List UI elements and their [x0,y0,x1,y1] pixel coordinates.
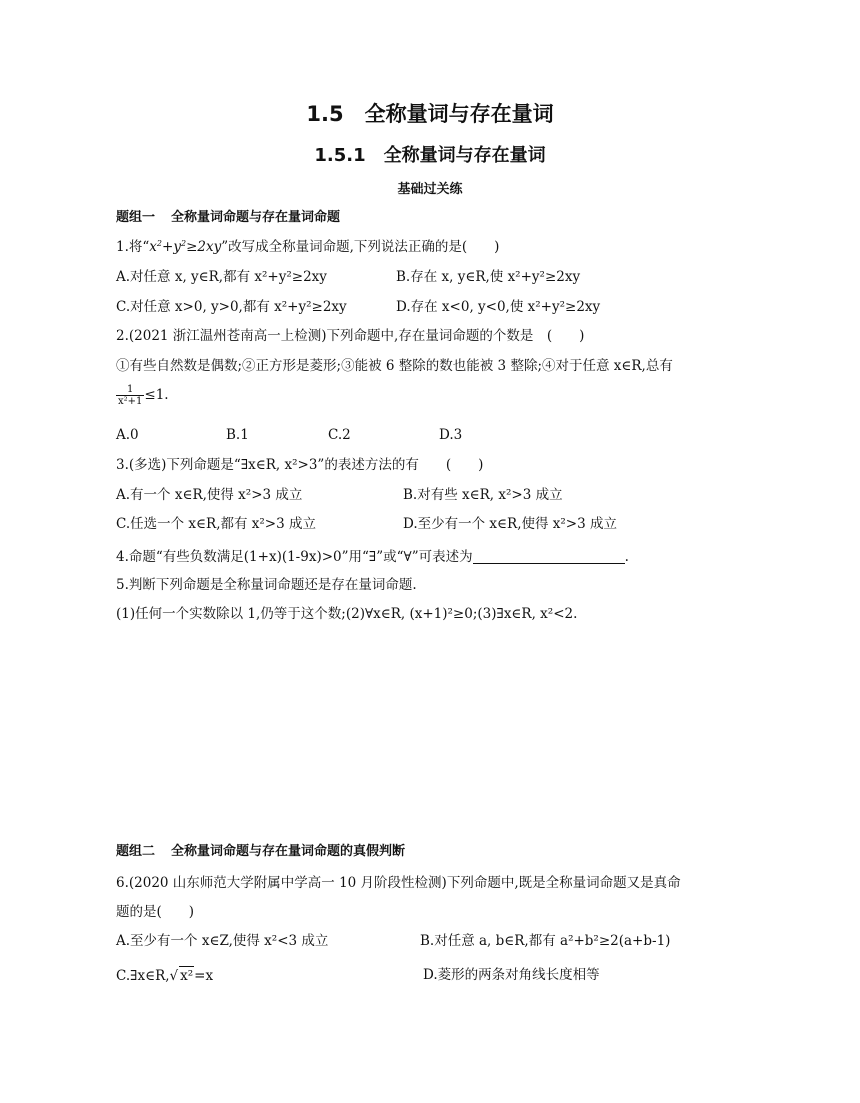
stem-text: 4.命题“有些负数满足(1+x)(1-9x)>0”用“∃”或“∀”可表述为 [116,549,473,565]
fraction-denominator: x²+1 [118,396,143,407]
question-5-stem: 5.判断下列命题是全称量词命题还是存在量词命题. [116,577,417,593]
q6-option-a: A.至少有一个 x∈Z,使得 x²<3 成立 [116,933,329,949]
stem-text: 1.将“ [116,239,150,255]
q3-option-c: C.任选一个 x∈R,都有 x²>3 成立 [116,516,317,532]
q6-option-b: B.对任意 a, b∈R,都有 a²+b²≥2(a+b-1) [420,933,671,949]
q3-option-b: B.对有些 x∈R, x²>3 成立 [403,487,563,503]
section-title: 1.5.1 全称量词与存在量词 [314,145,546,166]
fraction-numerator: 1 [127,384,134,395]
q1-option-b: B.存在 x, y∈R,使 x²+y²≥2xy [396,269,581,285]
formula: $x^2+y^2\ge 2xy$ [149,239,222,255]
section-label: 基础过关练 [397,182,463,197]
group-label: 题组一 [116,210,156,225]
group-name: 全称量词命题与存在量词命题 [171,210,341,225]
question-6-stem-cont: 题的是( ) [116,904,195,920]
q3-option-a: A.有一个 x∈R,使得 x²>3 成立 [116,487,303,503]
answer-blank[interactable] [473,549,625,564]
stem-text: ”改写成全称量词命题,下列说法正确的是( ) [221,239,500,255]
q2-option-c: C.2 [328,427,351,443]
group-heading-2 [116,843,405,861]
question-2-body: ①有些自然数是偶数;②正方形是菱形;③能被 6 整除的数也能被 3 整除;④对于任意 x∈R,总有 [116,358,673,374]
period: . [624,549,629,565]
radicand: x² [180,968,194,984]
q1-option-c: C.对任意 x>0, y>0,都有 x²+y²≥2xy [116,299,347,315]
q1-option-d: D.存在 x<0, y<0,使 x²+y²≥2xy [396,299,601,315]
question-4-stem [116,548,629,566]
q2-option-a: A.0 [116,427,139,443]
question-3-stem: 3.(多选)下列命题是“∃x∈R, x²>3”的表述方法的有 ( ) [116,457,484,473]
q6-option-c [116,966,213,985]
question-5-body: (1)任何一个实数除以 1,仍等于这个数;(2)∀x∈R, (x+1)²≥0;(3)∃x∈R, x²<2. [116,606,578,622]
group-label: 题组二 [116,844,156,859]
option-text: =x [194,968,214,984]
page-title: 1.5 全称量词与存在量词 [306,102,554,126]
q1-option-a: A.对任意 x, y∈R,都有 x²+y²≥2xy [116,269,327,285]
q2-option-d: D.3 [439,427,463,443]
question-1-stem [116,238,499,256]
q3-option-d: D.至少有一个 x∈R,使得 x²>3 成立 [403,516,617,532]
group-name: 全称量词命题与存在量词命题的真假判断 [171,844,406,859]
sqrt-icon: √ [169,968,179,984]
tail-text: ≤1. [144,387,169,403]
question-2-tail [116,384,169,407]
question-2-stem: 2.(2021 浙江温州苍南高一上检测)下列命题中,存在量词命题的个数是 ( ) [116,328,585,344]
q6-option-d: D.菱形的两条对角线长度相等 [423,967,600,983]
group-heading-1 [116,209,340,227]
q2-option-b: B.1 [226,427,249,443]
question-6-stem: 6.(2020 山东师范大学附属中学高一 10 月阶段性检测)下列命题中,既是全称量词命题又是真命 [116,875,681,891]
fraction [116,384,144,407]
option-text: C.∃x∈R, [116,968,170,984]
